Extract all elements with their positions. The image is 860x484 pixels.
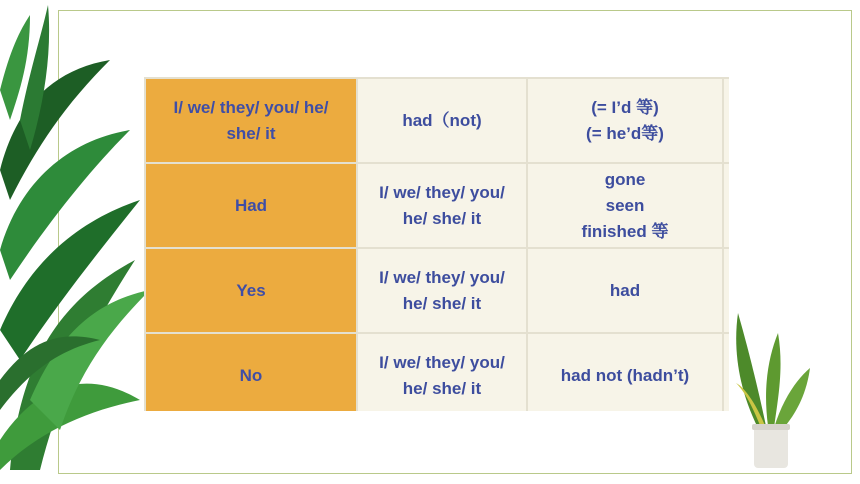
table-row <box>145 78 729 163</box>
potted-plant-icon <box>728 308 814 472</box>
table-cell-empty <box>723 78 729 163</box>
cell-text-line: had not (hadn’t) <box>560 365 690 385</box>
table-row <box>145 248 729 333</box>
table-cell <box>527 333 723 411</box>
cell-text-line: I/ we/ they/ you/ <box>379 182 505 202</box>
cell-text-line: had <box>609 280 641 300</box>
table-cell-empty <box>723 163 729 248</box>
row-header-cell <box>145 163 357 248</box>
cell-text-line: had（not) <box>402 110 482 130</box>
table-cell <box>527 163 723 248</box>
tropical-leaves-icon <box>0 0 150 484</box>
table-cell <box>357 248 527 333</box>
cell-text-line: Yes <box>236 280 266 300</box>
cell-text-line: seen <box>605 195 645 215</box>
table-cell <box>527 248 723 333</box>
table-cell <box>527 78 723 163</box>
cell-text-line: I/ we/ they/ you/ <box>379 352 505 372</box>
cell-text-line: (= he’d等) <box>586 123 664 143</box>
row-header-cell <box>145 248 357 333</box>
cell-text-line: I/ we/ they/ you/ he/ <box>173 97 329 117</box>
row-header-cell <box>145 78 357 163</box>
cell-text-line: he/ she/ it <box>402 378 482 398</box>
cell-text-line: No <box>239 365 263 385</box>
table-row <box>145 333 729 411</box>
cell-text-line: she/ it <box>226 123 276 143</box>
row-header-cell <box>145 333 357 411</box>
table-cell <box>357 163 527 248</box>
cell-text-line: finished 等 <box>581 221 669 241</box>
grammar-table <box>144 77 729 411</box>
cell-text-line: Had <box>234 195 268 215</box>
cell-text-line: he/ she/ it <box>402 293 482 313</box>
cell-text-line: gone <box>604 169 646 189</box>
table-row <box>145 163 729 248</box>
cell-text-line: he/ she/ it <box>402 208 482 228</box>
table-cell <box>357 333 527 411</box>
cell-text-line: (= I’d 等) <box>591 97 659 117</box>
cell-text-line: I/ we/ they/ you/ <box>379 267 505 287</box>
table-cell <box>357 78 527 163</box>
